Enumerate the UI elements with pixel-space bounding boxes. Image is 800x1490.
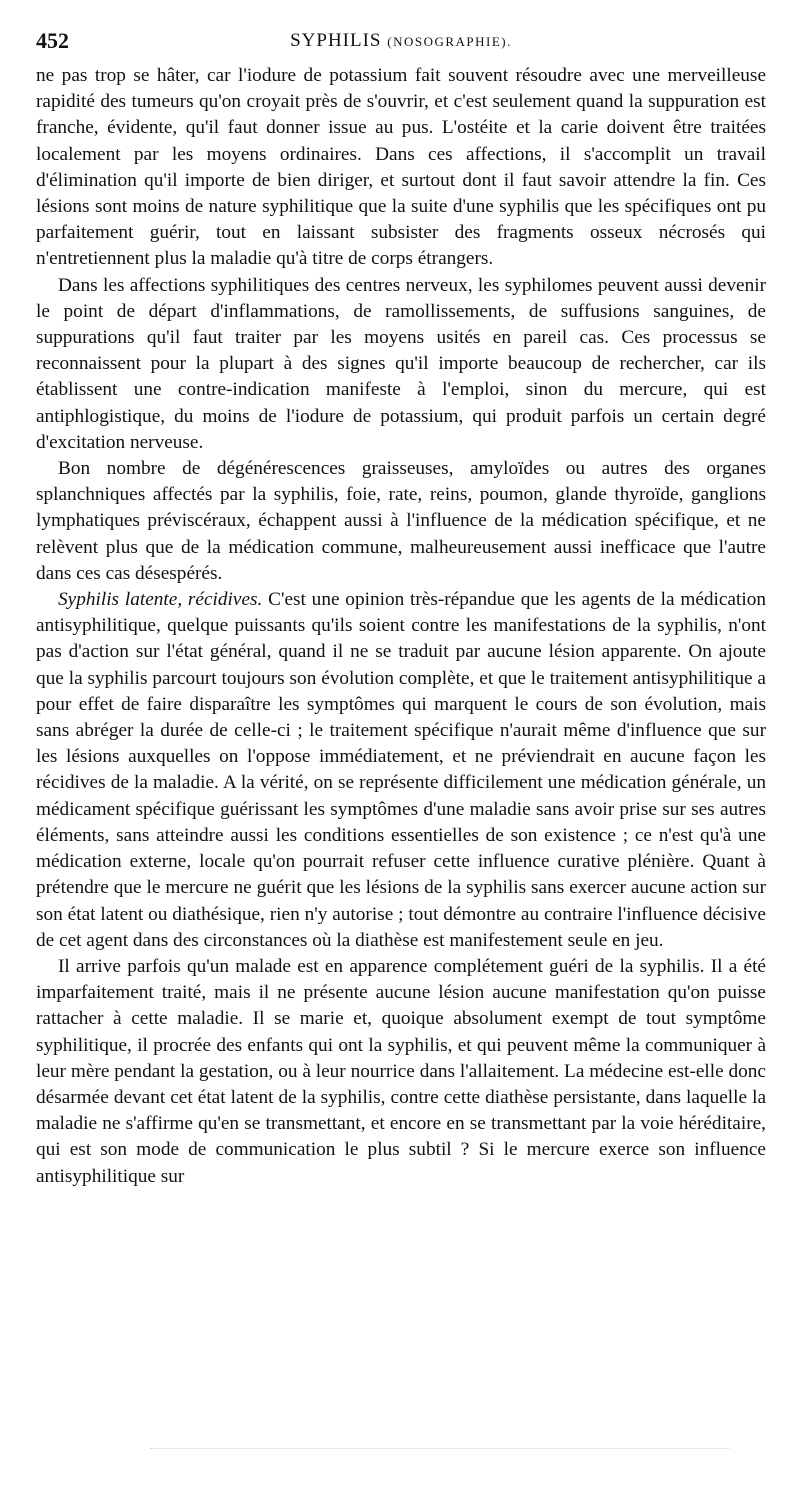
paragraph-4 xyxy=(36,587,766,954)
paragraph-text: Dans les affections syphilitiques des centres nerveux, les syphilomes peuvent aussi devenir le point de départ d'inflammations, de ramollissements, de suffusions sanguines, de suppurations qu'il faut traiter par les moyens usités en pareil cas. Ces processus se reconnaissent pour la plupart à des signes qu'il importe beaucoup de rechercher, car ils établissent une contre-indication manifeste à l'emploi, sinon du mercure, qui est antiphlogistique, du moins de l'iodure de potassium, qui produit parfois un certain degré d'excitation nerveuse. xyxy=(36,274,766,453)
paragraph-2 xyxy=(36,273,766,456)
running-title-main: SYPHILIS xyxy=(290,30,382,51)
paragraph-text: Il arrive parfois qu'un malade est en apparence complétement guéri de la syphilis. Il a été imparfaitement traité, mais il ne présente aucune lésion aucune manifestation qu'on puisse rattacher à cette maladie. Il se marie et, quoique absolument exempt de tout symptôme syphilitique, il procrée des enfants qui ont la syphilis, et qui peuvent même la communiquer à leur mère pendant la gestation, ou à leur nourrice dans l'allaitement. La médecine est-elle donc désarmée devant cet état latent de la syphilis, contre cette diathèse persistante, dans laquelle la maladie ne s'affirme qu'en se transmettant, et encore en se transmettant par la voie héréditaire, qui est son mode de communication le plus subtil ? Si le mercure exerce son influence antisyphilitique sur xyxy=(36,955,766,1187)
paragraph-1 xyxy=(36,63,766,273)
running-title xyxy=(36,30,766,52)
paragraph-3 xyxy=(36,456,766,587)
page-footer-rule xyxy=(150,1448,730,1455)
page-number: 452 xyxy=(36,28,69,53)
page-header xyxy=(36,28,766,58)
paragraph-5 xyxy=(36,954,766,1190)
running-title-sub: (NOSOGRAPHIE). xyxy=(387,34,512,49)
section-lead: Syphilis latente, récidives. xyxy=(58,589,263,611)
paragraph-text: ne pas trop se hâter, car l'iodure de potassium fait souvent résoudre avec une merveilleuse rapidité des tumeurs qu'on croyait près de s'ouvrir, et c'est seulement quand la suppuration est franche, évidente, qu'il faut donner issue au pus. L'ostéite et la carie doivent être traitées localement par les moyens ordinaires. Dans ces affections, il s'accomplit un travail d'élimination qu'il importe de bien diriger, et surtout dont il faut savoir attendre la fin. Ces lésions sont moins de nature syphilitique que la suite d'une syphilis que les spécifiques ont pu parfaitement guérir, tout en laissant subsister des fragments osseux nécrosés qui n'entretiennent plus la maladie qu'à titre de corps étrangers. xyxy=(36,65,766,270)
paragraph-text: C'est une opinion très-répandue que les agents de la médication antisyphilitique, quelque puissants qu'ils soient contre les manifestations de la syphilis, n'ont pas d'action sur l'état général, quand il ne se traduit par aucune lésion apparente. On ajoute que la syphilis parcourt toujours son évolution complète, et que le traitement antisyphilitique a pour effet de faire disparaître les symptômes qui marquent le cours de son évolution, mais sans abréger la durée de celle-ci ; le traitement spécifique n'aurait même d'influence que sur les lésions auxquelles on l'oppose immédiatement, et ne préviendrait en aucune façon les récidives de la maladie. A la vérité, on se représente difficilement une médication générale, un médicament spécifique guérissant les symptômes d'une maladie sans avoir prise sur ses autres éléments, sans atteindre aussi les conditions essentielles de son existence ; ce n'est qu'à une médication externe, locale qu'on pourrait refuser cette influence curative plénière. Quant à prétendre que le mercure ne guérit que les lésions de la syphilis sans exercer aucune action sur son état latent ou diathésique, rien n'y autorise ; tout démontre au contraire l'influence décisive de cet agent dans des circonstances où la diathèse est manifestement seule en jeu. xyxy=(36,589,766,951)
paragraph-text: Bon nombre de dégénérescences graisseuses, amyloïdes ou autres des organes splanchniques affectés par la syphilis, foie, rate, reins, poumon, glande thyroïde, ganglions lymphatiques préviscéraux, échappent aussi à l'influence de la médication spécifique, et ne relèvent plus que de la médication commune, malheureusement aussi inefficace que l'autre dans ces cas désespérés. xyxy=(36,458,766,584)
body-text xyxy=(36,63,766,1190)
